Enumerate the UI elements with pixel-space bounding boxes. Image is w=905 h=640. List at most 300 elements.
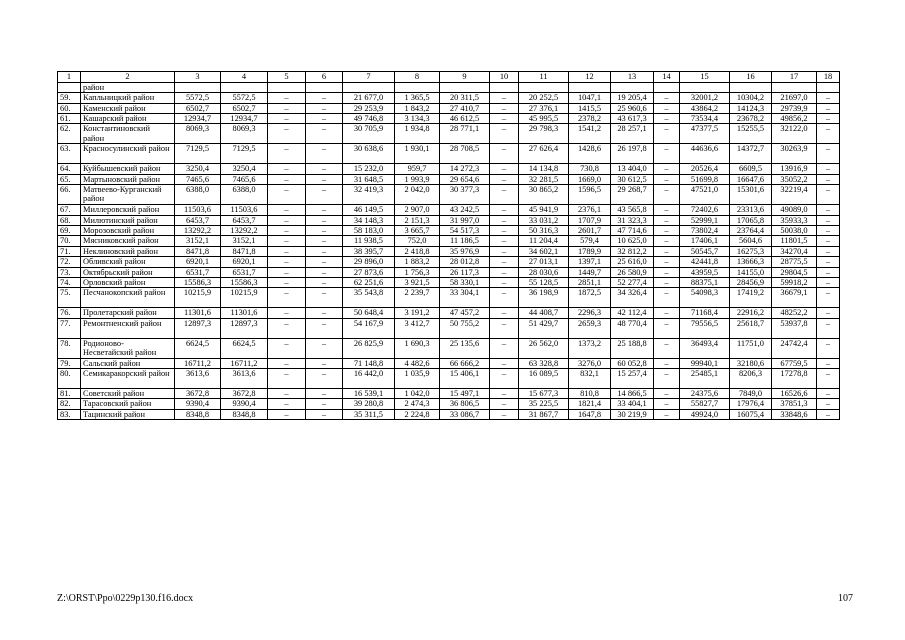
empty-cell (817, 83, 840, 93)
value-cell: 20 311,5 (440, 93, 490, 103)
value-cell: 73802,4 (680, 225, 730, 235)
value-cell: 31 323,3 (611, 215, 654, 225)
value-cell: – (306, 144, 343, 164)
value-cell: – (268, 257, 306, 267)
district-name-cell: Мясниковский район (81, 236, 175, 246)
empty-cell (680, 83, 730, 93)
value-cell: 24742,4 (772, 338, 817, 358)
value-cell: 46 149,5 (343, 205, 395, 215)
value-cell: 6531,7 (175, 267, 221, 277)
value-cell: 27 013,1 (519, 257, 569, 267)
value-cell: 27 410,7 (440, 103, 490, 113)
value-cell: – (817, 399, 840, 409)
table-row (58, 185, 840, 205)
value-cell: 13666,3 (730, 257, 772, 267)
column-number-header: 8 (395, 72, 440, 83)
value-cell: – (654, 236, 680, 246)
value-cell: – (654, 267, 680, 277)
value-cell: – (306, 338, 343, 358)
value-cell: 46 612,5 (440, 113, 490, 123)
value-cell: – (306, 164, 343, 174)
value-cell: – (490, 225, 519, 235)
value-cell: 11801,5 (772, 236, 817, 246)
value-cell: 35 311,5 (343, 409, 395, 419)
value-cell: – (817, 185, 840, 205)
value-cell: 13292,2 (175, 225, 221, 235)
value-cell: – (268, 164, 306, 174)
row-number-cell: 76. (58, 308, 81, 318)
value-cell: 1647,8 (569, 409, 611, 419)
value-cell: 50 755,2 (440, 318, 490, 338)
value-cell: – (817, 358, 840, 368)
row-number-cell: 67. (58, 205, 81, 215)
district-name-cell: Красносулинский район (81, 144, 175, 164)
value-cell: – (268, 124, 306, 144)
table-row (58, 236, 840, 246)
value-cell: 16075,4 (730, 409, 772, 419)
value-cell: 2 418,8 (395, 246, 440, 256)
value-cell: 38 395,7 (343, 246, 395, 256)
value-cell: 7129,5 (221, 144, 268, 164)
table-row (58, 205, 840, 215)
value-cell: 8206,3 (730, 369, 772, 389)
value-cell: – (306, 225, 343, 235)
value-cell: 1541,2 (569, 124, 611, 144)
value-cell: – (490, 358, 519, 368)
value-cell: – (268, 246, 306, 256)
value-cell: – (268, 358, 306, 368)
value-cell: 52999,1 (680, 215, 730, 225)
value-cell: 15586,3 (221, 277, 268, 287)
value-cell: – (490, 288, 519, 308)
value-cell: – (817, 409, 840, 419)
value-cell: 28 771,1 (440, 124, 490, 144)
value-cell: – (306, 267, 343, 277)
value-cell: 28456,9 (730, 277, 772, 287)
value-cell: 15 257,4 (611, 369, 654, 389)
value-cell: – (654, 399, 680, 409)
value-cell: 2 042,0 (395, 185, 440, 205)
value-cell: 45 995,5 (519, 113, 569, 123)
value-cell: – (268, 409, 306, 419)
value-cell: 43864,2 (680, 103, 730, 113)
value-cell: 33848,6 (772, 409, 817, 419)
value-cell: 6609,5 (730, 164, 772, 174)
value-cell: 47 714,6 (611, 225, 654, 235)
district-name-cell: Сальский район (81, 358, 175, 368)
value-cell: 13 404,0 (611, 164, 654, 174)
value-cell: – (268, 236, 306, 246)
value-cell: 4 482,6 (395, 358, 440, 368)
value-cell: – (490, 93, 519, 103)
district-name-cell: Тарасовский район (81, 399, 175, 409)
value-cell: – (654, 164, 680, 174)
table-row (58, 164, 840, 174)
value-cell: – (654, 215, 680, 225)
value-cell: 730,8 (569, 164, 611, 174)
table-body (58, 72, 840, 420)
value-cell: 32 419,3 (343, 185, 395, 205)
value-cell: 44636,6 (680, 144, 730, 164)
value-cell: 8348,8 (221, 409, 268, 419)
value-cell: 34 326,4 (611, 288, 654, 308)
value-cell: 32001,2 (680, 93, 730, 103)
value-cell: – (817, 174, 840, 184)
value-cell: 6453,7 (221, 215, 268, 225)
value-cell: 10215,9 (221, 288, 268, 308)
district-name-cell: Ремонтненский район (81, 318, 175, 338)
row-number-cell: 74. (58, 277, 81, 287)
value-cell: – (306, 215, 343, 225)
value-cell: 35 225,5 (519, 399, 569, 409)
value-cell: 10215,9 (175, 288, 221, 308)
value-cell: – (306, 277, 343, 287)
district-name-cell: Тацинский район (81, 409, 175, 419)
value-cell: 67759,5 (772, 358, 817, 368)
value-cell: – (306, 124, 343, 144)
value-cell: – (817, 215, 840, 225)
row-number-cell: 59. (58, 93, 81, 103)
value-cell: – (817, 257, 840, 267)
value-cell: – (490, 113, 519, 123)
value-cell: 31 867,7 (519, 409, 569, 419)
row-number-cell: 77. (58, 318, 81, 338)
value-cell: 47377,5 (680, 124, 730, 144)
value-cell: 50 316,3 (519, 225, 569, 235)
value-cell: 27 626,4 (519, 144, 569, 164)
value-cell: 29804,5 (772, 267, 817, 277)
value-cell: – (654, 185, 680, 205)
value-cell: 6502,7 (221, 103, 268, 113)
value-cell: 2659,3 (569, 318, 611, 338)
value-cell: 15 497,1 (440, 389, 490, 399)
empty-cell (58, 83, 81, 93)
value-cell: 25485,1 (680, 369, 730, 389)
row-number-cell: 60. (58, 103, 81, 113)
value-cell: 2 239,7 (395, 288, 440, 308)
value-cell: 30263,9 (772, 144, 817, 164)
empty-cell (440, 83, 490, 93)
value-cell: – (306, 103, 343, 113)
value-cell: – (306, 246, 343, 256)
value-cell: 1 365,5 (395, 93, 440, 103)
table-row (58, 144, 840, 164)
value-cell: 29739,9 (772, 103, 817, 113)
value-cell: 33 404,1 (611, 399, 654, 409)
value-cell: 33 031,2 (519, 215, 569, 225)
district-name-cell: Обливский район (81, 257, 175, 267)
value-cell: 3276,0 (569, 358, 611, 368)
value-cell: 3 134,3 (395, 113, 440, 123)
value-cell: 3152,1 (221, 236, 268, 246)
value-cell: – (490, 215, 519, 225)
value-cell: – (817, 93, 840, 103)
value-cell: 21697,0 (772, 93, 817, 103)
value-cell: – (490, 389, 519, 399)
value-cell: 2 224,8 (395, 409, 440, 419)
empty-cell (519, 83, 569, 93)
value-cell: 12897,3 (175, 318, 221, 338)
value-cell: 3672,8 (221, 389, 268, 399)
row-number-cell: 66. (58, 185, 81, 205)
value-cell: 28 257,1 (611, 124, 654, 144)
table-row (58, 124, 840, 144)
value-cell: 23313,6 (730, 205, 772, 215)
row-number-cell: 65. (58, 174, 81, 184)
value-cell: – (306, 185, 343, 205)
empty-cell (306, 83, 343, 93)
value-cell: 55 128,5 (519, 277, 569, 287)
value-cell: – (817, 103, 840, 113)
value-cell: – (268, 399, 306, 409)
value-cell: 1449,7 (569, 267, 611, 277)
value-cell: 11503,6 (221, 205, 268, 215)
value-cell: 17278,8 (772, 369, 817, 389)
value-cell: 35052,2 (772, 174, 817, 184)
district-name-cell: Пролетарский район (81, 308, 175, 318)
value-cell: 19 205,4 (611, 93, 654, 103)
value-cell: 29 253,9 (343, 103, 395, 113)
value-cell: 54 167,9 (343, 318, 395, 338)
value-cell: 28 708,5 (440, 144, 490, 164)
value-cell: 14372,7 (730, 144, 772, 164)
value-cell: – (490, 124, 519, 144)
value-cell: 50038,0 (772, 225, 817, 235)
value-cell: – (268, 205, 306, 215)
value-cell: 11301,6 (221, 308, 268, 318)
value-cell: 62 251,6 (343, 277, 395, 287)
value-cell: 60 052,8 (611, 358, 654, 368)
value-cell: – (490, 103, 519, 113)
row-number-cell: 62. (58, 124, 81, 144)
value-cell: – (654, 358, 680, 368)
column-number-header: 16 (730, 72, 772, 83)
value-cell: 30 705,9 (343, 124, 395, 144)
data-table (57, 71, 840, 420)
empty-cell (730, 83, 772, 93)
value-cell: – (490, 257, 519, 267)
value-cell: 15586,3 (175, 277, 221, 287)
value-cell: 36 198,9 (519, 288, 569, 308)
value-cell: 43 565,8 (611, 205, 654, 215)
value-cell: 33 304,1 (440, 288, 490, 308)
value-cell: – (654, 113, 680, 123)
value-cell: 12934,7 (221, 113, 268, 123)
value-cell: 25 135,6 (440, 338, 490, 358)
table-row (58, 409, 840, 419)
value-cell: 579,4 (569, 236, 611, 246)
value-cell: 32122,0 (772, 124, 817, 144)
value-cell: – (306, 288, 343, 308)
value-cell: – (654, 338, 680, 358)
value-cell: 9390,4 (221, 399, 268, 409)
value-cell: 3613,6 (175, 369, 221, 389)
value-cell: 3672,8 (175, 389, 221, 399)
value-cell: – (268, 308, 306, 318)
district-name-cell: Орловский район (81, 277, 175, 287)
value-cell: 51 429,7 (519, 318, 569, 338)
value-cell: – (268, 103, 306, 113)
value-cell: 13292,2 (221, 225, 268, 235)
value-cell: 6624,5 (221, 338, 268, 358)
value-cell: 8471,8 (221, 246, 268, 256)
value-cell: 16526,6 (772, 389, 817, 399)
value-cell: – (817, 225, 840, 235)
value-cell: – (817, 144, 840, 164)
table-row (58, 246, 840, 256)
value-cell: – (654, 288, 680, 308)
value-cell: 35 976,9 (440, 246, 490, 256)
value-cell: 6388,0 (221, 185, 268, 205)
table-row (58, 267, 840, 277)
value-cell: 16711,2 (175, 358, 221, 368)
value-cell: – (490, 144, 519, 164)
value-cell: – (817, 389, 840, 399)
table-row (58, 225, 840, 235)
value-cell: 5572,5 (175, 93, 221, 103)
value-cell: 31 648,5 (343, 174, 395, 184)
value-cell: 16275,3 (730, 246, 772, 256)
row-number-cell: 64. (58, 164, 81, 174)
value-cell: 37851,3 (772, 399, 817, 409)
value-cell: 17419,2 (730, 288, 772, 308)
value-cell: 32 812,2 (611, 246, 654, 256)
table-row (58, 288, 840, 308)
value-cell: 36 806,5 (440, 399, 490, 409)
row-number-cell: 78. (58, 338, 81, 358)
value-cell: 43 617,3 (611, 113, 654, 123)
value-cell: 49924,0 (680, 409, 730, 419)
value-cell: 1 934,8 (395, 124, 440, 144)
district-name-cell: Песчанокопский район (81, 288, 175, 308)
value-cell: 30 865,2 (519, 185, 569, 205)
value-cell: 1669,0 (569, 174, 611, 184)
column-number-header: 15 (680, 72, 730, 83)
value-cell: – (654, 277, 680, 287)
value-cell: 29 896,0 (343, 257, 395, 267)
empty-cell (343, 83, 395, 93)
district-name-cell: Мартыновский район (81, 174, 175, 184)
value-cell: – (817, 369, 840, 389)
row-number-cell: 70. (58, 236, 81, 246)
district-name-cell: Родионово-Несветайский район (81, 338, 175, 358)
row-number-cell: 82. (58, 399, 81, 409)
value-cell: 6453,7 (175, 215, 221, 225)
value-cell: – (654, 93, 680, 103)
value-cell: 6920,1 (221, 257, 268, 267)
value-cell: 25618,7 (730, 318, 772, 338)
value-cell: 6920,1 (175, 257, 221, 267)
value-cell: – (654, 144, 680, 164)
value-cell: 30 612,5 (611, 174, 654, 184)
value-cell: 26 825,9 (343, 338, 395, 358)
empty-cell (654, 83, 680, 93)
continuation-row (58, 83, 840, 93)
value-cell: 49856,2 (772, 113, 817, 123)
value-cell: 28 012,8 (440, 257, 490, 267)
value-cell: – (306, 308, 343, 318)
value-cell: – (306, 113, 343, 123)
table-row (58, 358, 840, 368)
value-cell: 63 328,8 (519, 358, 569, 368)
row-number-cell: 63. (58, 144, 81, 164)
value-cell: – (817, 164, 840, 174)
value-cell: – (654, 246, 680, 256)
value-cell: 48252,2 (772, 308, 817, 318)
footer-page-number: 107 (838, 593, 853, 604)
value-cell: – (306, 205, 343, 215)
value-cell: 1821,4 (569, 399, 611, 409)
column-number-header: 6 (306, 72, 343, 83)
column-number-header: 4 (221, 72, 268, 83)
value-cell: 6502,7 (175, 103, 221, 113)
value-cell: – (654, 174, 680, 184)
value-cell: 12934,7 (175, 113, 221, 123)
value-cell: 24375,6 (680, 389, 730, 399)
row-number-cell: 69. (58, 225, 81, 235)
value-cell: 1397,1 (569, 257, 611, 267)
value-cell: 3613,6 (221, 369, 268, 389)
value-cell: – (268, 267, 306, 277)
value-cell: 42 112,4 (611, 308, 654, 318)
value-cell: 54 517,3 (440, 225, 490, 235)
value-cell: 7129,5 (175, 144, 221, 164)
value-cell: – (268, 277, 306, 287)
value-cell: 1 993,9 (395, 174, 440, 184)
column-number-header: 12 (569, 72, 611, 83)
empty-cell (569, 83, 611, 93)
value-cell: – (268, 288, 306, 308)
value-cell: 59918,2 (772, 277, 817, 287)
continuation-text: район (81, 83, 175, 93)
value-cell: 25 188,8 (611, 338, 654, 358)
value-cell: 5572,5 (221, 93, 268, 103)
value-cell: 72402,6 (680, 205, 730, 215)
value-cell: 26 562,0 (519, 338, 569, 358)
value-cell: – (490, 308, 519, 318)
value-cell: 49 746,8 (343, 113, 395, 123)
value-cell: 33 086,7 (440, 409, 490, 419)
value-cell: 49089,0 (772, 205, 817, 215)
value-cell: 43959,5 (680, 267, 730, 277)
value-cell: 10304,2 (730, 93, 772, 103)
district-name-cell: Миллеровский район (81, 205, 175, 215)
empty-cell (611, 83, 654, 93)
value-cell: – (817, 267, 840, 277)
row-number-cell: 68. (58, 215, 81, 225)
value-cell: – (817, 124, 840, 144)
value-cell: 1428,6 (569, 144, 611, 164)
value-cell: – (654, 103, 680, 113)
value-cell: 5604,6 (730, 236, 772, 246)
value-cell: 1047,1 (569, 93, 611, 103)
value-cell: 17976,4 (730, 399, 772, 409)
value-cell: 1 690,3 (395, 338, 440, 358)
value-cell: 3152,1 (175, 236, 221, 246)
district-name-cell: Матвеево-Курганский район (81, 185, 175, 205)
value-cell: 34270,4 (772, 246, 817, 256)
value-cell: 26 117,3 (440, 267, 490, 277)
column-number-header: 2 (81, 72, 175, 83)
value-cell: 47521,0 (680, 185, 730, 205)
table-row (58, 103, 840, 113)
empty-cell (175, 83, 221, 93)
value-cell: – (490, 277, 519, 287)
value-cell: – (268, 174, 306, 184)
column-number-header: 14 (654, 72, 680, 83)
value-cell: 16711,2 (221, 358, 268, 368)
value-cell: 1373,2 (569, 338, 611, 358)
